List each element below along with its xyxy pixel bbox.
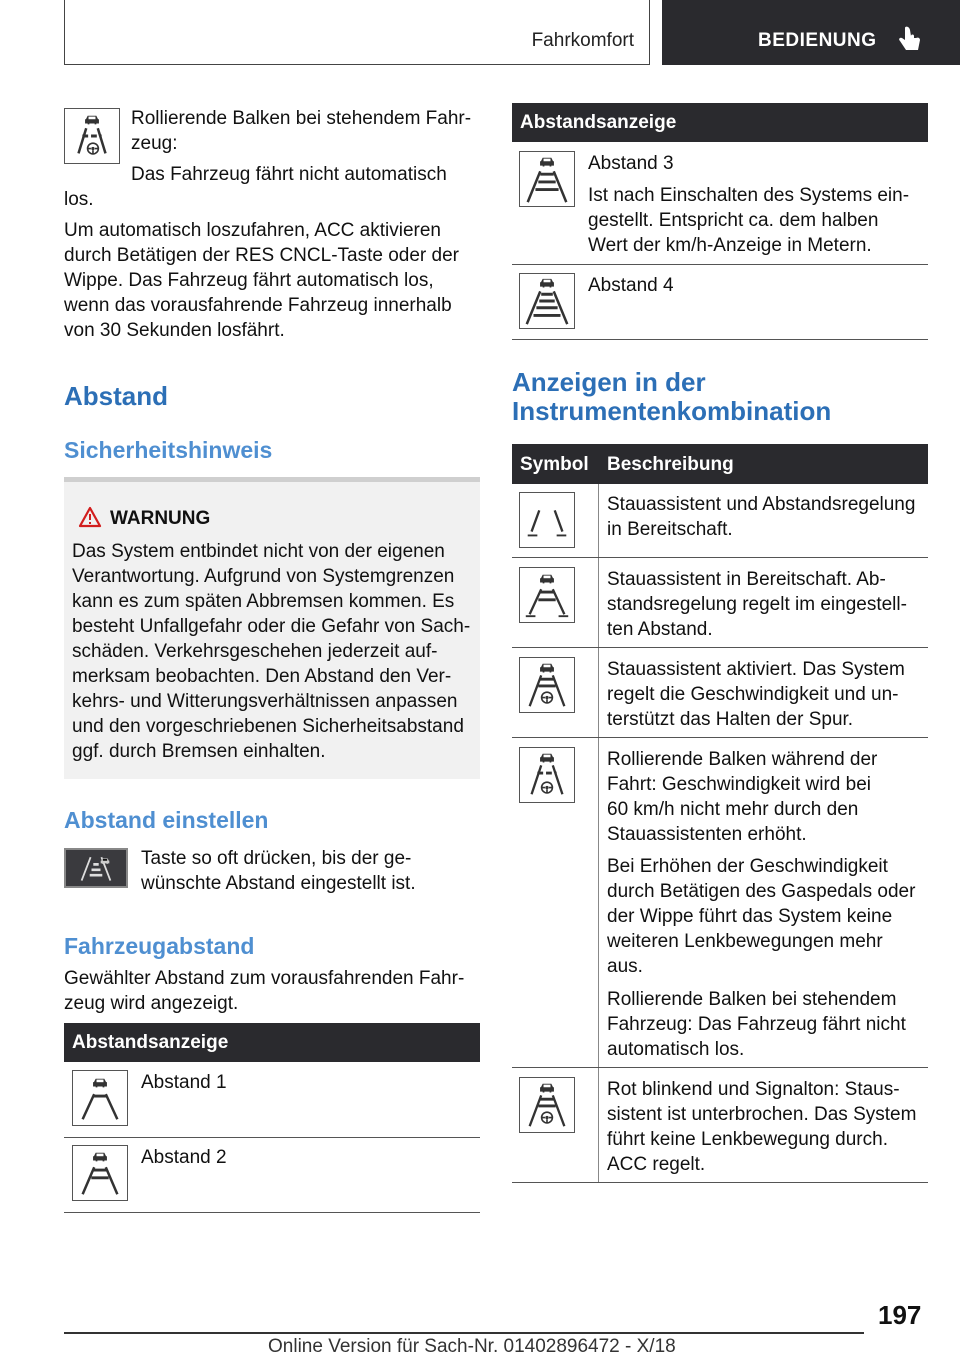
- intro-para-4: wenn das vorausfahrende Fahrzeug innerhalb: [64, 295, 452, 316]
- distance-table-header-label: Abstandsanzeige: [72, 1032, 229, 1053]
- sym-row-1-line: in Bereitschaft.: [607, 519, 733, 540]
- intro-para-5: von 30 Sekunden losfährt.: [64, 320, 285, 341]
- rolling-bars-icon: [519, 747, 575, 803]
- rolling-bars-icon: [64, 108, 120, 164]
- warning-line: und den vorgeschriebenen Sicherheitsabstand: [72, 716, 464, 737]
- distance-1-label: Abstand 1: [141, 1072, 227, 1093]
- distance-2-icon: [72, 1145, 128, 1201]
- row-divider: [512, 339, 928, 340]
- warning-line: Verantwortung. Aufgrund von Systemgrenzen: [72, 566, 455, 587]
- chapter-label: BEDIENUNG: [758, 30, 877, 51]
- row-divider: [64, 1212, 480, 1213]
- footer-rule: [64, 1332, 864, 1334]
- sym-row-4-para2: der Wippe führt das System keine: [607, 906, 893, 927]
- intro-para-3: Wippe. Das Fahrzeug fährt automatisch los,: [64, 270, 434, 291]
- heading-abstand: Abstand: [64, 381, 168, 411]
- set-text-1: Taste so oft drücken, bis der ge-: [141, 848, 412, 869]
- hand-pointer-icon: [896, 26, 922, 54]
- distance-table-header-cont: [512, 103, 928, 142]
- sym-row-4-para2: durch Betätigen des Gaspedals oder: [607, 881, 916, 902]
- online-version-text: Online Version für Sach-Nr. 01402896472 - X/18: [268, 1336, 676, 1357]
- symbol-table-header: [512, 444, 928, 484]
- sym-row-4-para2: weiteren Lenkbewegungen mehr: [607, 931, 883, 952]
- intro-line-end: los.: [64, 189, 94, 210]
- sym-row-4-line: 60 km/h nicht mehr durch den: [607, 799, 859, 820]
- sym-row-4-line: Fahrt: Geschwindigkeit wird bei: [607, 774, 871, 795]
- sym-row-4-para2: aus.: [607, 956, 643, 977]
- chapter-tab: [662, 0, 960, 65]
- steering-interrupted-icon: [519, 1077, 575, 1133]
- distance-3-desc-3: Wert der km/h-Anzeige in Metern.: [588, 235, 872, 256]
- row-divider: [512, 1182, 928, 1183]
- car-distance-icon: [519, 567, 575, 623]
- sym-row-3-line: Stauassistent aktiviert. Das System: [607, 659, 905, 680]
- heading-instrument-2: Instrumentenkombination: [512, 396, 832, 426]
- col-symbol-label: Symbol: [520, 454, 589, 475]
- row-divider: [64, 1137, 480, 1138]
- distance-4-icon: [519, 273, 575, 329]
- sym-row-2-line: ten Abstand.: [607, 619, 713, 640]
- distance-3-icon: [519, 151, 575, 207]
- heading-set-distance: Abstand einstellen: [64, 807, 269, 833]
- heading-instrument-1: Anzeigen in der: [512, 367, 706, 397]
- lane-lines-icon: [519, 492, 575, 548]
- intro-label-line1: Rollierende Balken bei stehendem Fahr-: [131, 108, 472, 129]
- sym-row-4-para3: Fahrzeug: Das Fahrzeug fährt nicht: [607, 1014, 906, 1035]
- intro-line: Das Fahrzeug fährt nicht automatisch: [131, 164, 447, 185]
- distance-table-header: [64, 1023, 480, 1062]
- warning-line: merksam beobachten. Den Abstand den Ver-: [72, 666, 452, 687]
- vehicle-text-1: Gewählter Abstand zum vorausfahrenden Fahr-: [64, 968, 465, 989]
- vehicle-text-2: zeug wird angezeigt.: [64, 993, 239, 1014]
- sym-row-3-line: regelt die Geschwindigkeit und un-: [607, 684, 899, 705]
- warning-line: ggf. durch Bremsen einhalten.: [72, 741, 326, 762]
- sym-row-2-line: standsregelung regelt im eingestell-: [607, 594, 907, 615]
- distance-3-desc-1: Ist nach Einschalten des Systems ein-: [588, 185, 910, 206]
- section-title: Fahrkomfort: [531, 30, 634, 51]
- distance-2-label: Abstand 2: [141, 1147, 227, 1168]
- row-divider: [512, 557, 928, 558]
- distance-button-icon: [64, 848, 128, 888]
- sym-row-5-line: Rot blinkend und Signalton: Staus-: [607, 1079, 900, 1100]
- distance-table-header-cont-label: Abstandsanzeige: [520, 112, 677, 133]
- sym-row-4-para2: Bei Erhöhen der Geschwindigkeit: [607, 856, 888, 877]
- column-divider: [598, 484, 599, 1182]
- warning-triangle-icon: [78, 506, 102, 528]
- warning-line: kann es zum späten Abbremsen kommen. Es: [72, 591, 455, 612]
- steering-assist-active-icon: [519, 657, 575, 713]
- page-number: 197: [878, 1300, 922, 1330]
- distance-3-label: Abstand 3: [588, 153, 674, 174]
- sym-row-4-para3: automatisch los.: [607, 1039, 745, 1060]
- distance-1-icon: [72, 1070, 128, 1126]
- row-divider: [512, 647, 928, 648]
- distance-4-label: Abstand 4: [588, 275, 674, 296]
- sym-row-4-line: Rollierende Balken während der: [607, 749, 878, 770]
- warning-line: schäden. Verkehrsgeschehen jederzeit auf-: [72, 641, 438, 662]
- col-desc-label: Beschreibung: [607, 454, 734, 475]
- sym-row-4-para3: Rollierende Balken bei stehendem: [607, 989, 897, 1010]
- heading-safety: Sicherheitshinweis: [64, 437, 273, 463]
- row-divider: [512, 1067, 928, 1068]
- warning-line: besteht Unfallgefahr oder die Gefahr von Sach-: [72, 616, 471, 637]
- warning-line: kehrs- und Witterungsverhältnissen anpassen: [72, 691, 458, 712]
- sym-row-1-line: Stauassistent und Abstandsregelung: [607, 494, 916, 515]
- heading-vehicle-distance: Fahrzeugabstand: [64, 933, 255, 959]
- warning-title: WARNUNG: [110, 508, 211, 529]
- sym-row-5-line: führt keine Lenkbewegung durch.: [607, 1129, 888, 1150]
- warning-line: Das System entbindet nicht von der eigenen: [72, 541, 445, 562]
- row-divider: [512, 737, 928, 738]
- intro-para-1: Um automatisch loszufahren, ACC aktivieren: [64, 220, 441, 241]
- sym-row-5-line: sistent ist unterbrochen. Das System: [607, 1104, 917, 1125]
- intro-label-line2: zeug:: [131, 133, 178, 154]
- intro-para-2: durch Betätigen der RES CNCL-Taste oder der: [64, 245, 459, 266]
- row-divider: [512, 264, 928, 265]
- sym-row-2-line: Stauassistent in Bereitschaft. Ab-: [607, 569, 886, 590]
- set-text-2: wünschte Abstand eingestellt ist.: [141, 873, 416, 894]
- warning-body: [72, 539, 476, 764]
- sym-row-4-line: Stauassistenten erhöht.: [607, 824, 807, 845]
- warning-box: [64, 477, 480, 779]
- sym-row-5-line: ACC regelt.: [607, 1154, 706, 1175]
- distance-3-desc-2: gestellt. Entspricht ca. dem halben: [588, 210, 879, 231]
- sym-row-3-line: terstützt das Halten der Spur.: [607, 709, 854, 730]
